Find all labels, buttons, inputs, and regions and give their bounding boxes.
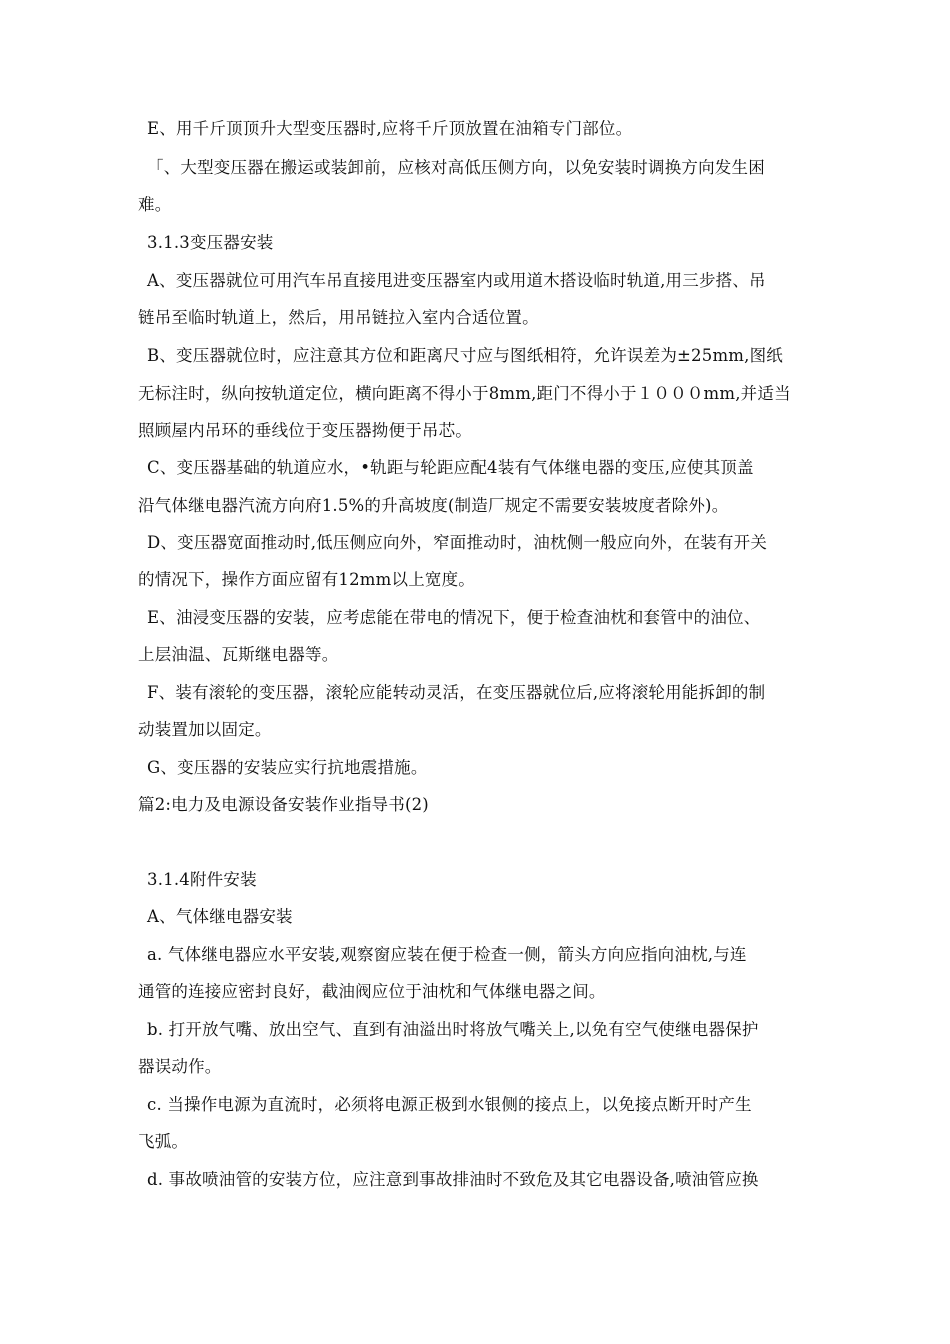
paragraph-line: E、用千斤顶顶升大型变压器时,应将千斤顶放置在油箱专门部位。 (147, 119, 633, 138)
subsection-heading: A、气体继电器安装 (147, 907, 293, 926)
paragraph-line: A、变压器就位可用汽车吊直接甩进变压器室内或用道木搭设临时轨道,用三步搭、吊 (147, 271, 766, 290)
paragraph-line: E、油浸变压器的安装，应考虑能在带电的情况下，便于检查油枕和套管中的油位、 (147, 608, 761, 627)
paragraph-line: d. 事故喷油管的安装方位，应注意到事故排油时不致危及其它电器设备,喷油管应换 (147, 1170, 759, 1189)
paragraph-line: 的情况下，操作方面应留有12mm以上宽度。 (138, 570, 475, 589)
paragraph-line: 器误动作。 (138, 1057, 222, 1076)
paragraph-line: D、变压器宽面推动时,低压侧应向外，窄面推动时，油枕侧一般应向外，在装有开关 (147, 533, 768, 552)
section-heading: 3.1.3变压器安装 (147, 233, 274, 252)
paragraph-line: 飞弧。 (138, 1132, 189, 1151)
paragraph-line: 链吊至临时轨道上，然后，用吊链拉入室内合适位置。 (138, 308, 539, 327)
paragraph-line: 上层油温、瓦斯继电器等。 (138, 645, 339, 664)
paragraph-line: 沿气体继电器汽流方向府1.5%的升高坡度(制造厂规定不需要安装坡度者除外)。 (138, 496, 729, 515)
paragraph-line: 「、大型变压器在搬运或装卸前，应核对高低压侧方向，以免安装时调换方向发生困 (147, 158, 765, 177)
paragraph-line: b. 打开放气嘴、放出空气、直到有油溢出时将放气嘴关上,以免有空气使继电器保护 (147, 1020, 759, 1039)
paragraph-line: G、变压器的安装应实行抗地震措施。 (147, 758, 428, 777)
paragraph-line: 照顾屋内吊环的垂线位于变压器拗便于吊芯。 (138, 421, 472, 440)
paragraph-line: 难。 (138, 195, 172, 214)
paragraph-line: 无标注时，纵向按轨道定位，横向距离不得小于8mm,距门不得小于１０００mm,并适当 (138, 384, 791, 403)
section-heading: 3.1.4附件安装 (147, 870, 257, 889)
paragraph-line: C、变压器基础的轨道应水，•轨距与轮距应配4装有气体继电器的变压,应使其顶盖 (147, 458, 754, 477)
paragraph-line: c. 当操作电源为直流时，必须将电源正极到水银侧的接点上，以免接点断开时产生 (147, 1095, 752, 1114)
chapter-heading: 篇2:电力及电源设备安装作业指导书(2) (138, 795, 429, 814)
paragraph-line: F、装有滚轮的变压器，滚轮应能转动灵活，在变压器就位后,应将滚轮用能拆卸的制 (147, 683, 766, 702)
paragraph-line: a. 气体继电器应水平安装,观察窗应装在便于检查一侧，箭头方向应指向油枕,与连 (147, 945, 747, 964)
paragraph-line: B、变压器就位时，应注意其方位和距离尺寸应与图纸相符，允许误差为±25mm,图纸 (147, 346, 783, 365)
paragraph-line: 通管的连接应密封良好，截油阀应位于油枕和气体继电器之间。 (138, 982, 606, 1001)
paragraph-line: 动装置加以固定。 (138, 720, 272, 739)
